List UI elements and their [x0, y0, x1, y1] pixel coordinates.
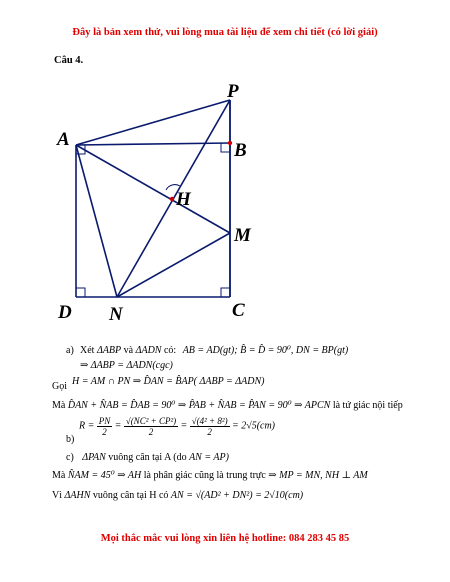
label-m: M [234, 225, 251, 246]
frac2-num: √(NC² + CP²) [125, 416, 177, 426]
ma1-label: Mà [52, 400, 66, 411]
frac1-num: PN [98, 416, 111, 426]
segment-nm [117, 233, 230, 297]
triangle-abp: ΔABP [96, 345, 122, 356]
goi-label: Gọi [52, 381, 67, 392]
triangle-adn: ΔADN [135, 345, 162, 356]
b-r: R = [79, 420, 95, 432]
b-result: = 2√5(cm) [231, 420, 276, 432]
right-angle-d [76, 288, 85, 297]
part-a-conclusion: ⇒ ΔABP = ΔADN(cgc) [80, 360, 173, 371]
point-b-dot [228, 141, 232, 145]
ma1-expression: D̂AN + N̂AB = D̂AB = 90⁰ ⇒ P̂AB + N̂AB = P̂AN = 90⁰ ⇒ APCN [67, 400, 331, 411]
vi-expression: AN = √(AD² + DN²) = 2√10(cm) [170, 490, 304, 501]
frac1-den: 2 [102, 427, 107, 437]
hotline-banner: Mọi thắc mắc vui lòng xin liên hệ hotline: 084 283 45 85 [100, 533, 350, 544]
part-c-text: vuông cân tại A (do [108, 452, 187, 463]
ma2-line [52, 470, 368, 481]
co-text: có: [163, 345, 177, 356]
label-b: B [234, 140, 247, 161]
ma1-tail: là tứ giác nội tiếp [332, 400, 403, 411]
fraction-nc-cp [124, 416, 178, 437]
ma1-line [52, 400, 403, 411]
ma2-conclusion: ⇒ MP = MN, NH ⊥ AM [268, 470, 368, 481]
frac3-den: 2 [207, 427, 212, 437]
label-d: D [58, 302, 72, 323]
part-c-label: c) [66, 452, 74, 463]
ma2-label: Mà [52, 470, 66, 481]
part-b-formula: R = $\frac{PN}{2}$ = $\frac{\text{√(NC² + CP²)}}{2}$ = $\frac{\text{√(4² + 8²)}}{2}$ = 2√5(cm) [79, 416, 276, 437]
triangle-pan: ΔPAN [82, 452, 106, 463]
label-p: P [227, 81, 239, 102]
preview-banner: Đây là bản xem thử, vui lòng mua tài liệu để xem chi tiết (có lời giải) [72, 27, 378, 38]
label-h: H [176, 189, 191, 210]
part-c-paren: AN = AP) [189, 452, 229, 463]
ma2-text: là phân giác cũng là trung trực [143, 470, 266, 481]
fraction-pn-2 [97, 416, 113, 437]
fraction-4-8 [190, 416, 230, 437]
and-text: và [123, 345, 134, 356]
part-a-line [80, 345, 348, 356]
segment-ap [76, 100, 230, 145]
triangle-ahn: ΔAHN [64, 490, 91, 501]
frac2-den: 2 [148, 427, 154, 437]
vi-label: Vì [52, 490, 62, 501]
point-h-dot [170, 197, 174, 201]
segment-ab [76, 143, 230, 145]
xet-text: Xét [80, 345, 95, 356]
frac3-num: √(4² + 8²) [191, 416, 228, 426]
label-c: C [232, 300, 245, 321]
label-n: N [109, 304, 123, 325]
vi-text: vuông cân tại H có [92, 490, 169, 501]
segment-am [76, 145, 230, 233]
segment-an [76, 145, 117, 297]
part-a-label: a) [66, 345, 74, 356]
ma2-expression: N̂AM = 45⁰ ⇒ AH [67, 470, 142, 481]
part-c-line [66, 452, 229, 463]
question-number: Câu 4. [54, 55, 84, 66]
part-a-conditions: AB = AD(gt); B̂ = D̂ = 90⁰, DN = BP(gt) [182, 345, 349, 356]
part-b-label: b) [66, 434, 75, 445]
vi-line [52, 490, 303, 501]
label-a: A [57, 129, 70, 150]
goi-expression: H = AM ∩ PN ⇒ D̂AN = B̂AP( ΔABP = ΔADN) [72, 376, 265, 387]
right-angle-c [221, 288, 230, 297]
